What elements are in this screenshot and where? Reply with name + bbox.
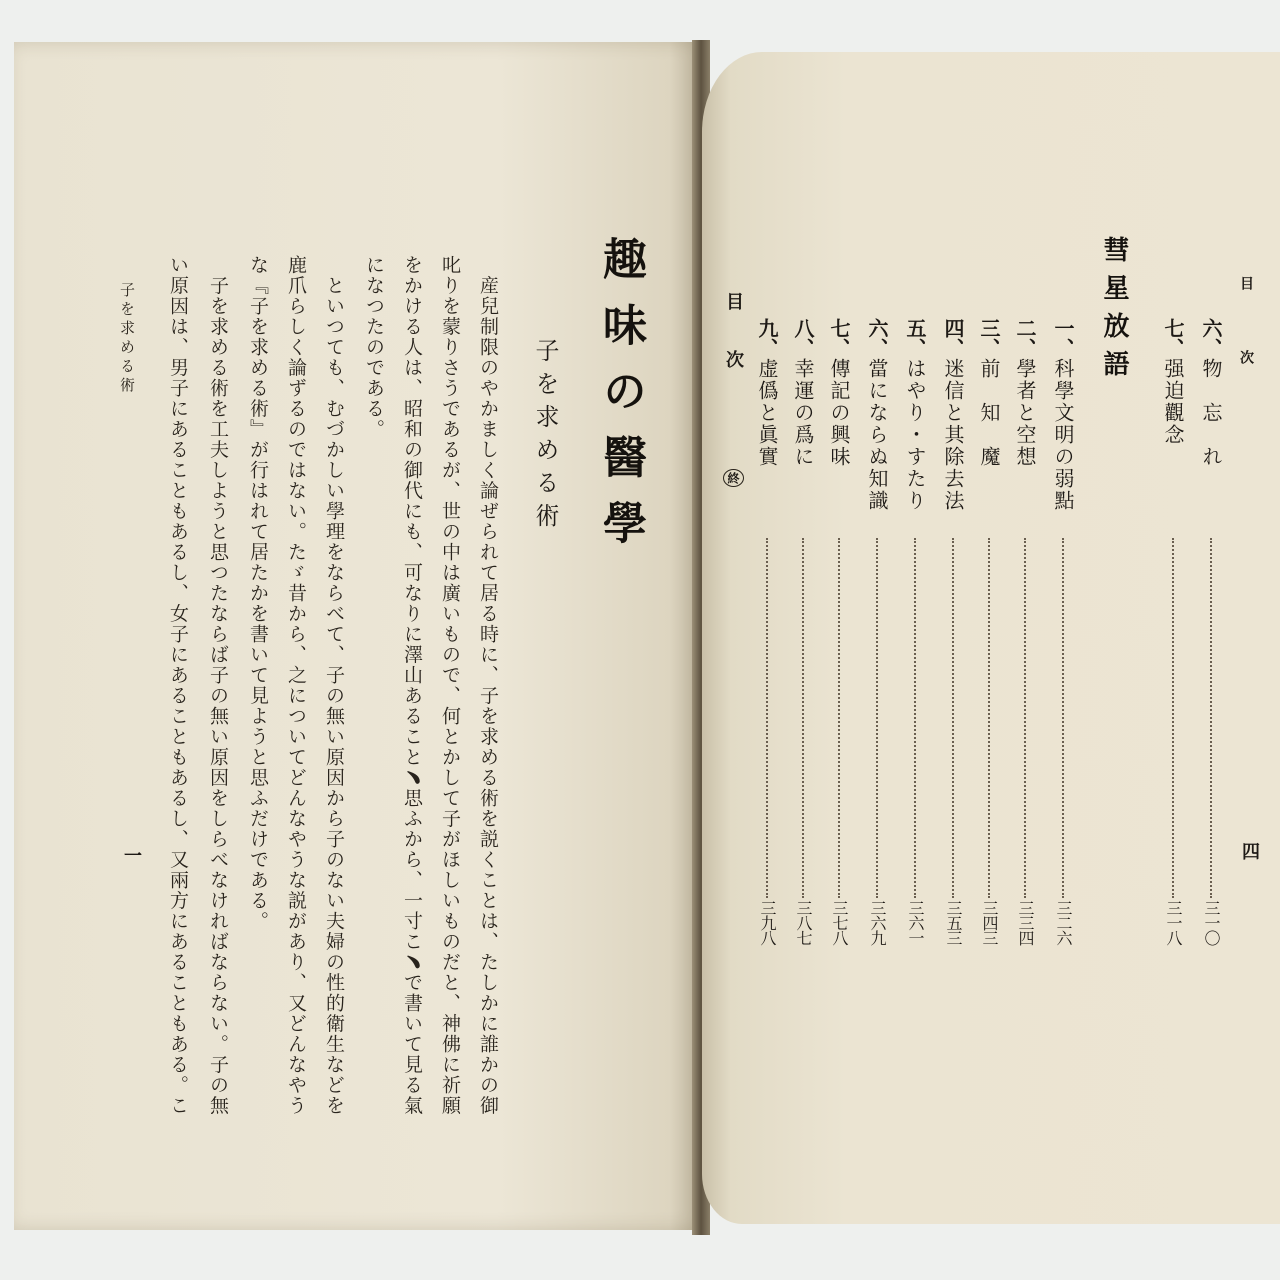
leader-dots (766, 538, 768, 898)
leader-dots (802, 538, 804, 898)
entry-number: 六、 (1199, 318, 1223, 358)
body-line: 叱りを蒙りさうであるが、世の中は廣いもので、何とかして子がほしいものだと、神佛に祈願 (439, 255, 461, 1116)
entry-title: 學者と空想 (1013, 358, 1037, 468)
leader-dots (876, 538, 878, 898)
entry-page: 三六九 (868, 900, 887, 945)
entry-number: 四、 (941, 318, 965, 358)
entry-page: 三一八 (1164, 900, 1183, 945)
entry-title: 虚僞と眞實 (755, 358, 779, 468)
entry-title: 科學文明の弱點 (1051, 358, 1075, 512)
toc-entry (1198, 318, 1224, 958)
leader-dots (988, 538, 990, 898)
entry-page: 三八七 (794, 900, 813, 945)
body-line: になつたのである。 (363, 255, 385, 440)
body-line: 産兒制限のやかましく論ぜられて居る時に、子を求める術を説くことは、たしかに誰かの御 (477, 255, 499, 1116)
toc-entry (1050, 318, 1076, 958)
entry-number: 二、 (1013, 318, 1037, 358)
entry-title: 迷信と其除去法 (941, 358, 965, 512)
entry-page: 三五三 (944, 900, 963, 945)
entry-title: 傳記の興味 (827, 358, 851, 468)
entry-number: 三、 (977, 318, 1001, 358)
entry-number: 六、 (865, 318, 889, 358)
page-number: 一 (121, 846, 142, 864)
leader-dots (1172, 538, 1174, 898)
toc-entry (940, 318, 966, 958)
end-mark: 終 (723, 469, 744, 487)
entry-page: 三七八 (830, 900, 849, 945)
entry-title: 當にならぬ知識 (865, 358, 889, 512)
body-line: な『子を求める術』が行はれて居たかを書いて見ようと思ふだけである。 (247, 255, 269, 932)
toc-closing (720, 292, 746, 487)
entry-number: 五、 (903, 318, 927, 358)
entry-number: 一、 (1051, 318, 1075, 358)
entry-title: 强迫觀念 (1161, 358, 1185, 446)
body-line: 子を求める術を工夫しようと思つたならば子の無い原因をしらべなければならない。子の無 (207, 255, 229, 1116)
toc-section-title: 彗星放語 (1099, 236, 1129, 388)
chapter-subtitle: 子を求める術 (531, 338, 559, 536)
entry-title: 幸運の爲に (791, 358, 815, 468)
leader-dots (1024, 538, 1026, 898)
toc-header: 目次 (1238, 276, 1254, 424)
page-number: 四 (1239, 842, 1260, 860)
left-page (14, 42, 704, 1230)
toc-entry (790, 318, 816, 958)
entry-page: 三四三 (980, 900, 999, 945)
toc-closing-label: 目次 (723, 292, 744, 408)
body-line: をかける人は、昭和の御代にも、可なりに澤山あること﹅思ふから、一寸こ﹅で書いて見る氣 (401, 255, 423, 1116)
leader-dots (838, 538, 840, 898)
entry-title: はやり・すたり (903, 358, 927, 512)
body-line: 鹿爪らしく論ずるのではない。たゞ昔から、之についてどんなやうな説があり、又どんなやう (285, 255, 307, 1116)
leader-dots (1062, 538, 1064, 898)
toc-entry (976, 318, 1002, 958)
toc-entry (864, 318, 890, 958)
entry-number: 七、 (1161, 318, 1185, 358)
entry-number: 九、 (755, 318, 779, 358)
toc-entry (902, 318, 928, 958)
toc-entry (1160, 318, 1186, 958)
entry-page: 三六一 (906, 900, 925, 945)
body-line: といつても、むづかしい學理をならべて、子の無い原因から子のない夫婦の性的衛生などを (323, 255, 345, 1116)
entry-title: 前 知 魔 (977, 358, 1001, 468)
body-line: い原因は、男子にあることもあるし、女子にあることもあるし、又兩方にあることもある。こ (167, 255, 189, 1116)
entry-page: 三二六 (1054, 900, 1073, 945)
running-head: 子を求める術 (118, 282, 136, 396)
entry-page: 三九八 (758, 900, 777, 945)
entry-page: 三一〇 (1202, 900, 1221, 945)
entry-title: 物 忘 れ (1199, 358, 1223, 468)
toc-entry (754, 318, 780, 958)
entry-number: 七、 (827, 318, 851, 358)
leader-dots (914, 538, 916, 898)
toc-entry (826, 318, 852, 958)
toc-entry (1012, 318, 1038, 958)
entry-page: 三三四 (1016, 900, 1035, 945)
entry-number: 八、 (791, 318, 815, 358)
leader-dots (952, 538, 954, 898)
book-title: 趣味の醫學 (595, 236, 646, 566)
leader-dots (1210, 538, 1212, 898)
